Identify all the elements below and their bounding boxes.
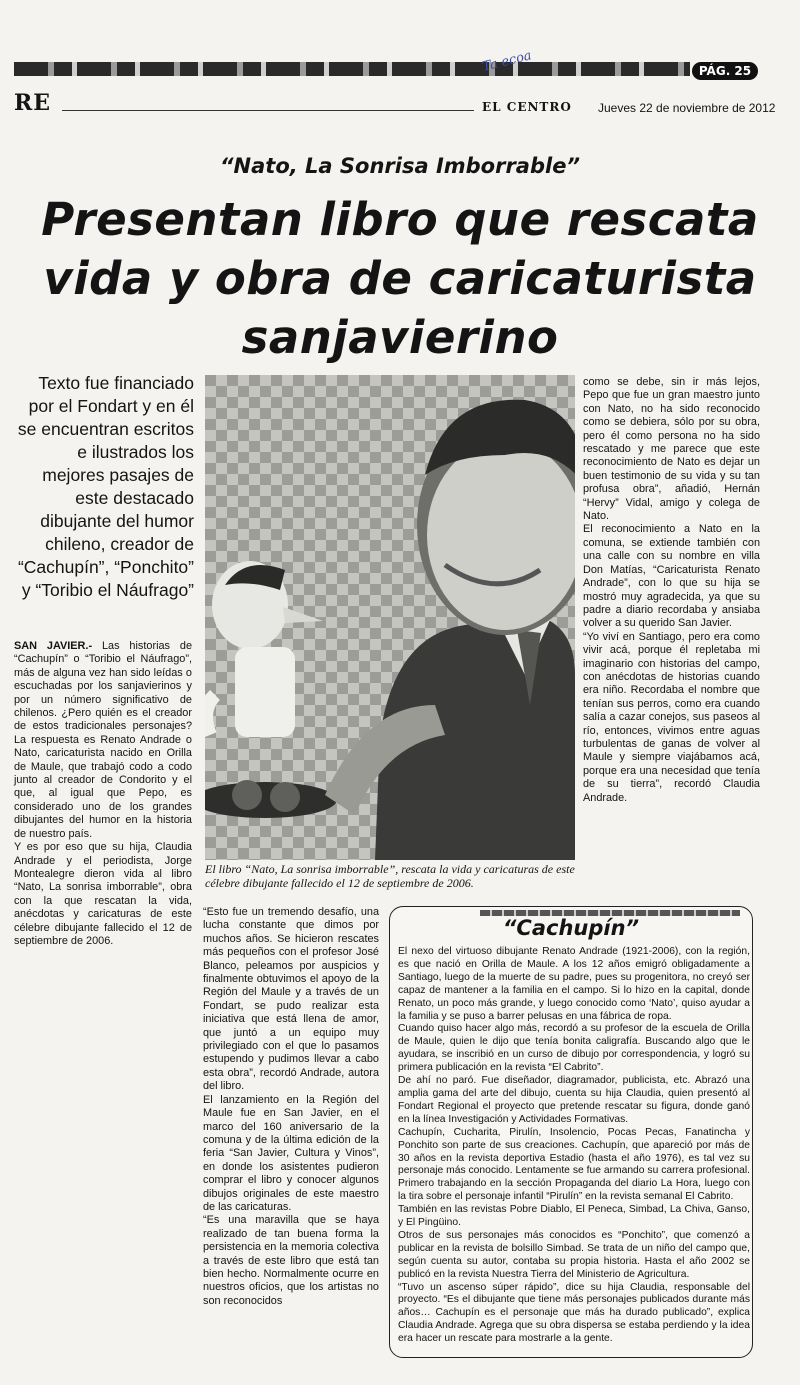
article-paragraph: El lanzamiento en la Región del Maule fue en San Javier, en el marco del 160 aniversario de la comuna y de la última edición de la feria “San Javier, Cultura y Vinos”, en donde los asistentes pudieron comprar el libro y conocer algunos dibujos originales de este maestro de las caricaturas. bbox=[203, 1093, 379, 1213]
dateline-location: SAN JAVIER.- bbox=[14, 640, 93, 652]
sidebar-paragraph: El nexo del virtuoso dibujante Renato Andrade (1921-2006), con la región, es que nació en Orilla de Maule. A los 12 años emigró obligadamente a Santiago, luego de la muerte de su padre, pues su progenitora, no creyó ser capaz de mantener a la familia en el campo. Si lo hizo en la capital, donde Renato, un poco más grande, y luego conocido como ‘Nato’, quiso ayudar a la familia y se puso a barrer pelusas en una fábrica de ropa. bbox=[398, 946, 750, 1022]
article-paragraph: “Esto fue un tremendo desafío, una lucha constante que dimos por muchos años. Se hicieron rescates más pequeños con el profesor José Blanco, peleamos por auspicios y finalmente obtuvimos el apoyo de la Región del Maule y a través de un Fondart, se pudo realizar esta iniciativa que está llena de amor, que juntó a un equipo muy privilegiado con el que lo pasamos estupendo y pudimos llevar a cabo esta obra”, recordó Andrade, autora del libro. bbox=[203, 906, 379, 1093]
article-paragraph: como se debe, sin ir más lejos, Pepo que fue un gran maestro junto con Nato, no ha sido reconocido como se debiera, sólo por su obra, pero él como persona no ha sido rescatado y me parece que este reconocimiento de Nato es dejar un buen testimonio de su vida y su tan profusa obra”, añadió, Hernán “Hervy” Vidal, amigo y colega de Nato. bbox=[583, 376, 760, 523]
section-name: RE bbox=[14, 90, 52, 116]
photo-caption: El libro “Nato, La sonrisa imborrable”, rescata la vida y caricaturas de este célebre dibujante fallecido el 12 de septiembre de 2006. bbox=[205, 862, 575, 890]
header-pattern-strip bbox=[14, 62, 690, 76]
photo-illustration bbox=[205, 375, 575, 860]
article-photo bbox=[205, 375, 575, 860]
sidebar-paragraph: Otros de sus personajes más conocidos es “Ponchito”, que comenzó a publicar en la revista de bolsillo Simbad. Se trata de un niño del campo que, según cuenta su autor, contaba su propia historia. Hasta el año 2002 se publicó en la revista Nuestra Tierra del Ministerio de Agricultura. bbox=[398, 1229, 750, 1280]
newspaper-name: EL CENTRO bbox=[482, 100, 572, 114]
article-dek: Texto fue financiado por el Fondart y en él se encuentran escritos e ilustrados los mejores pasajes de este destacado dibujante del humor chileno, creador de “Cachupín”, “Ponchito” y “Toribio el Náufrago” bbox=[17, 373, 194, 600]
article-paragraph: El reconocimiento a Nato en la comuna, se extiende también con una calle con su nombre en villa Don Matías, “Caricaturista Renato Andrade”, con lo que su hija se mostró muy agradecida, ya que su padre a diario recordaba y ansiaba volver a su querido San Javier. bbox=[583, 523, 760, 630]
article-paragraph: “Yo viví en Santiago, pero era como vivir acá, porque él repletaba mi imaginario con historias del campo, con anécdotas de historias cuando era niño. Recordaba el nombre que tenían sus perros, como era cuando salía a cazar conejos, sus paseos al río, entonces, vivimos entre aguas turbulentas de ganas de volver al Maule y siempre viajábamos acá, porque era una necesidad que tenía de su tierra”, recordó Claudia Andrade. bbox=[583, 630, 760, 804]
article-column-1 bbox=[14, 640, 192, 948]
page-number-badge: PÁG. 25 bbox=[692, 62, 758, 80]
sidebar-title: “Cachupín” bbox=[502, 916, 640, 940]
article-headline: Presentan libro que rescata vida y obra de caricaturista sanjavierino bbox=[41, 193, 759, 364]
article-paragraph: Y es por eso que su hija, Claudia Andrade y el periodista, Jorge Montealegre dieron vida al libro “Nato, La sonrisa imborrable”, obra con la que rescatan la vida, anécdotas y caricaturas de este célebre dibujante fallecido el 12 de septiembre de 2006. bbox=[14, 841, 192, 947]
article-kicker: “Nato, La Sonrisa Imborrable” bbox=[220, 154, 580, 178]
sidebar-paragraph: También en las revistas Pobre Diablo, El Peneca, Simbad, La Chiva, Ganso, y El Pingüino. bbox=[398, 1204, 750, 1229]
sidebar-text bbox=[398, 946, 750, 1346]
sidebar-paragraph: De ahí no paró. Fue diseñador, diagramador, publicista, etc. Abrazó una amplia gama del arte del dibujo, cuenta su hija Claudia, quien presentó al Fondart Regional el proyecto que pretende rescatar su figura, donde ganó en la línea Investigación y Actividades Formativas. bbox=[398, 1075, 750, 1125]
article-paragraph: SAN JAVIER.- Las historias de “Cachupín” o “Toribio el Náufrago”, más de alguna vez han sido leídas o escuchadas por los sanjavierinos y por un número significativo de chilenos. ¿Pero quién es el creador de estos tradicionales personajes? La respuesta es Renato Andrade o Nato, caricaturista nacido en Orilla de Maule, que trabajó codo a codo junto al creador de Condorito y el que, al igual que Pepo, es considerado uno de los grandes dibujantes del humor en la historia de nuestro país. bbox=[14, 640, 192, 840]
handwritten-note: Ta ecoa bbox=[480, 48, 534, 75]
sidebar-paragraph: Cuando quiso hacer algo más, recordó a su profesor de la escuela de Orilla de Maule, quien le dijo que tenía bonita caligrafía. Buscando algo que le ayudara, se inscribió en un curso de dibujo por correspondencia, y logró su primera publicación en la revista “El Cabrito”. bbox=[398, 1023, 750, 1074]
article-column-3 bbox=[583, 376, 760, 805]
sidebar-paragraph: “Tuvo un ascenso súper rápido”, dice su hija Claudia, responsable del proyecto. “Es el dibujante que tiene más personajes publicados durante más años… Cachupín es el personaje que más ha durado publicado”, explica Claudia Andrade. Agrega que su obra dispersa se estaba perdiendo y la idea era hacer un rescate para mostrarle a la gente. bbox=[398, 1281, 750, 1345]
sidebar-paragraph: Cachupín, Cucharita, Pirulín, Insolencio, Pocas Pecas, Fanatincha y Ponchito son parte de sus creaciones. Cachupín, que apareció por más de 30 años en la revista deportiva Estadio (hasta el año 1976), es tal vez su personaje más conocido. Lentamente se fue armando su carrera profesional. Primero trabajando en la sección Propaganda del diario La Hora, luego con la tira sobre el personaje infantil “Pirulín” en la revista semanal El Cabrito. bbox=[398, 1126, 750, 1203]
issue-date: Jueves 22 de noviembre de 2012 bbox=[598, 101, 776, 115]
article-paragraph: “Es una maravilla que se haya realizado de tan buena forma la persistencia en la memoria colectiva a través de este libro que está tan bien hecho. Normalmente ocurre en nuestros oficios, que los artistas no son reconocidos bbox=[203, 1214, 379, 1307]
article-column-2 bbox=[203, 906, 379, 1308]
section-rule bbox=[62, 110, 474, 111]
